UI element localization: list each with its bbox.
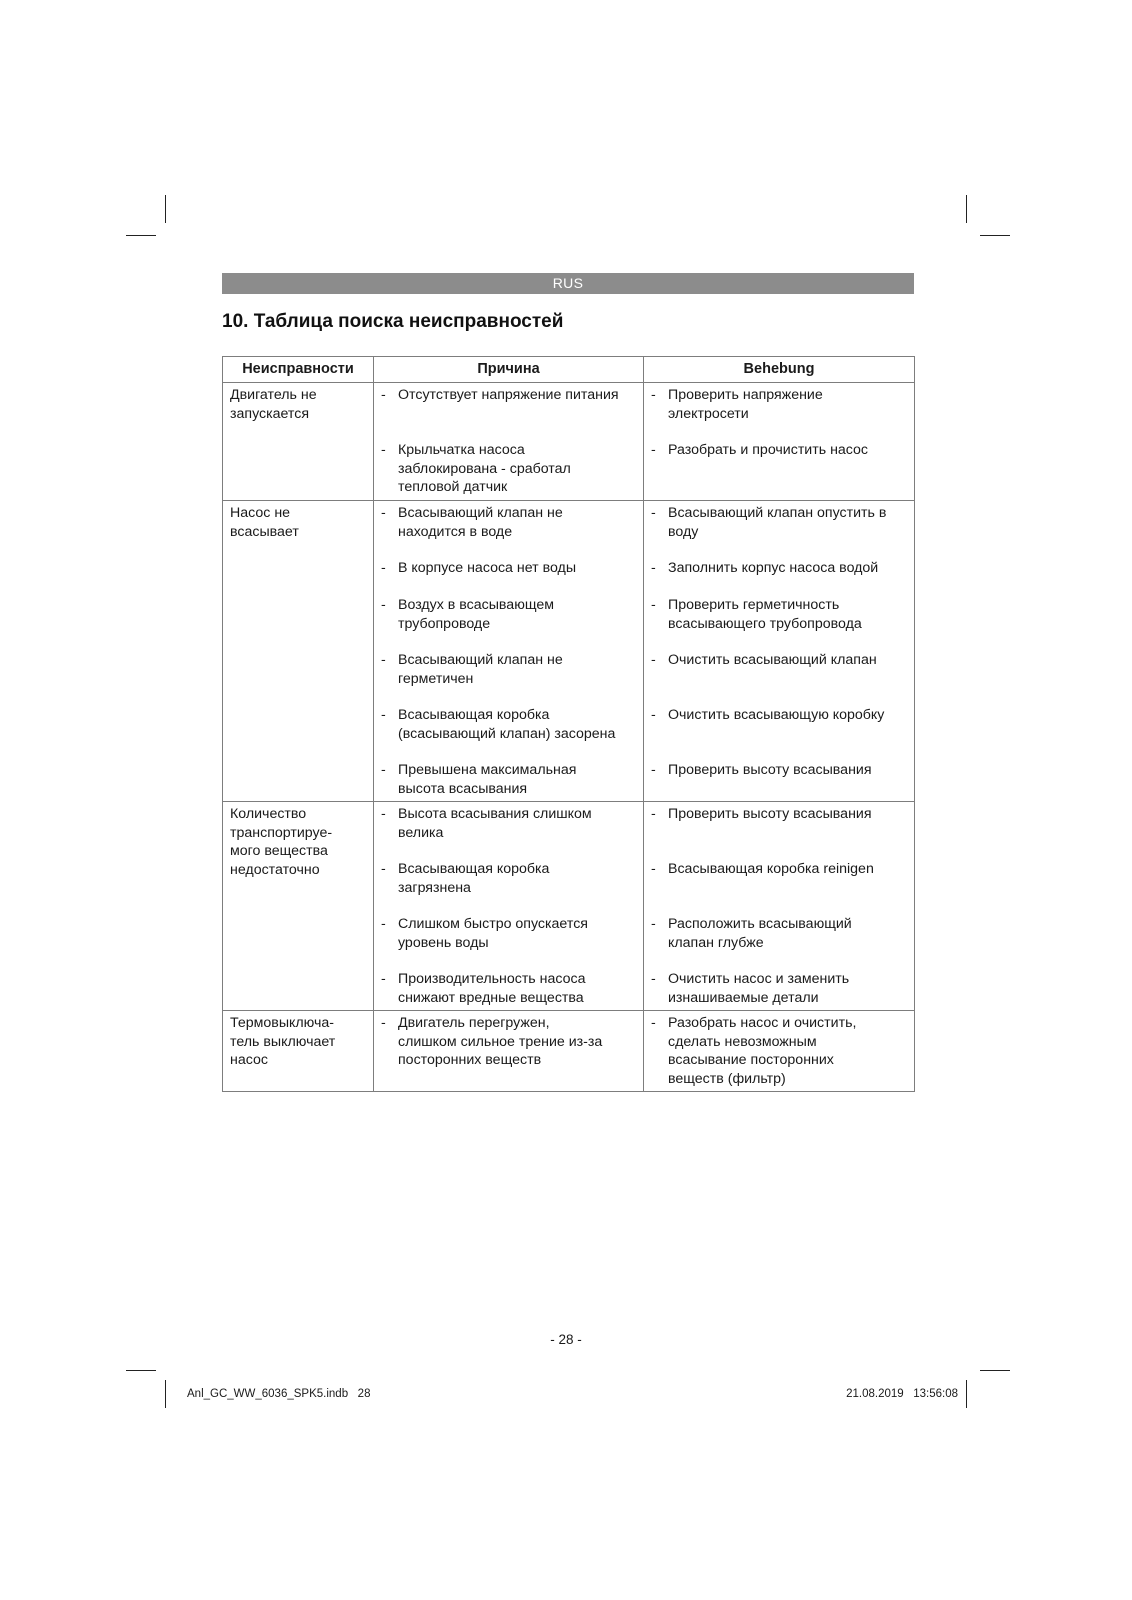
remedy-text: Всасывающий клапан опустить в воду xyxy=(668,505,887,540)
remedy-item xyxy=(651,596,907,633)
crop-mark xyxy=(966,1380,967,1408)
fault-cell: Термовыключа- тель выключает насос xyxy=(223,1011,374,1092)
table-body xyxy=(223,383,915,1092)
remedy-text: Проверить высоту всасывания xyxy=(668,762,872,778)
remedy-text: Очистить всасывающий клапан xyxy=(668,652,877,668)
remedy-cell xyxy=(644,802,915,1011)
remedy-text: Очистить насос и заменить изнашиваемые детали xyxy=(668,971,850,1006)
cause-text: Воздух в всасывающем трубопроводе xyxy=(398,597,554,632)
cause-item xyxy=(381,805,636,842)
remedy-item xyxy=(651,805,907,842)
remedy-item xyxy=(651,651,907,688)
bullet-dash: - xyxy=(381,387,386,403)
cause-item xyxy=(381,915,636,952)
crop-mark xyxy=(126,1370,156,1371)
crop-mark xyxy=(966,195,967,223)
table-row xyxy=(223,501,915,802)
cause-item xyxy=(381,970,636,1007)
cause-cell xyxy=(374,802,644,1011)
fault-cell: Количество транспортируе- мого вещества недостаточно xyxy=(223,802,374,1011)
cause-text: Высота всасывания слишком велика xyxy=(398,806,592,841)
section-title: 10. Таблица поиска неисправностей xyxy=(222,311,564,332)
bullet-dash: - xyxy=(651,1015,656,1031)
remedy-item xyxy=(651,504,907,541)
language-bar: RUS xyxy=(222,273,914,294)
bullet-dash: - xyxy=(651,597,656,613)
cause-cell xyxy=(374,1011,644,1092)
cause-text: Всасывающий клапан не находится в воде xyxy=(398,505,563,540)
cause-text: В корпусе насоса нет воды xyxy=(398,560,577,576)
remedy-item xyxy=(651,386,907,423)
table-row xyxy=(223,1011,915,1092)
remedy-item xyxy=(651,441,907,497)
crop-mark xyxy=(980,235,1010,236)
footer-file-info: Anl_GC_WW_6036_SPK5.indb 28 xyxy=(187,1388,371,1400)
bullet-dash: - xyxy=(651,707,656,723)
bullet-dash: - xyxy=(381,861,386,877)
bullet-dash: - xyxy=(381,916,386,932)
table-header-row xyxy=(223,357,915,383)
header-remedy: Behebung xyxy=(644,357,915,383)
bullet-dash: - xyxy=(381,707,386,723)
bullet-dash: - xyxy=(381,442,386,458)
remedy-item xyxy=(651,860,907,897)
cause-cell xyxy=(374,501,644,802)
cause-text: Крыльчатка насоса заблокирована - сработал тепловой датчик xyxy=(398,442,571,495)
cause-text: Слишком быстро опускается уровень воды xyxy=(398,916,588,951)
cause-text: Двигатель перегружен, слишком сильное трение из-за посторонних веществ xyxy=(398,1015,603,1068)
bullet-dash: - xyxy=(651,652,656,668)
remedy-item xyxy=(651,1014,907,1088)
header-cause: Причина xyxy=(374,357,644,383)
remedy-text: Проверить напряжение электросети xyxy=(668,387,823,422)
remedy-cell xyxy=(644,383,915,501)
cause-text: Всасывающая коробка (всасывающий клапан) засорена xyxy=(398,707,616,742)
remedy-item xyxy=(651,706,907,743)
cause-cell xyxy=(374,383,644,501)
bullet-dash: - xyxy=(651,442,656,458)
crop-mark xyxy=(980,1370,1010,1371)
remedy-text: Заполнить корпус насоса водой xyxy=(668,560,879,576)
bullet-dash: - xyxy=(651,916,656,932)
bullet-dash: - xyxy=(381,597,386,613)
cause-item xyxy=(381,441,636,497)
remedy-cell xyxy=(644,1011,915,1092)
fault-cell: Насос не всасывает xyxy=(223,501,374,802)
cause-text: Превышена максимальная высота всасывания xyxy=(398,762,577,797)
cause-item xyxy=(381,706,636,743)
page-number: - 28 - xyxy=(550,1332,582,1347)
cause-text: Всасывающий клапан не герметичен xyxy=(398,652,563,687)
bullet-dash: - xyxy=(381,762,386,778)
remedy-text: Всасывающая коробка reinigen xyxy=(668,861,874,877)
cause-item xyxy=(381,761,636,798)
remedy-item xyxy=(651,970,907,1007)
bullet-dash: - xyxy=(651,806,656,822)
remedy-item xyxy=(651,559,907,578)
bullet-dash: - xyxy=(651,762,656,778)
bullet-dash: - xyxy=(381,505,386,521)
cause-item xyxy=(381,504,636,541)
bullet-dash: - xyxy=(651,560,656,576)
remedy-text: Разобрать и прочистить насос xyxy=(668,442,869,458)
cause-item xyxy=(381,596,636,633)
cause-item xyxy=(381,386,636,423)
crop-mark xyxy=(126,235,156,236)
bullet-dash: - xyxy=(381,560,386,576)
remedy-text: Проверить герметичность всасывающего трубопровода xyxy=(668,597,862,632)
bullet-dash: - xyxy=(651,387,656,403)
cause-text: Производительность насоса снижают вредные вещества xyxy=(398,971,586,1006)
bullet-dash: - xyxy=(381,652,386,668)
footer-datetime: 21.08.2019 13:56:08 xyxy=(846,1388,958,1400)
fault-cell: Двигатель не запускается xyxy=(223,383,374,501)
remedy-text: Очистить всасывающую коробку xyxy=(668,707,885,723)
cause-item xyxy=(381,651,636,688)
cause-text: Отсутствует напряжение питания xyxy=(398,387,619,403)
remedy-item xyxy=(651,915,907,952)
remedy-text: Разобрать насос и очистить, сделать невозможным всасывание посторонних веществ (фильтр) xyxy=(668,1015,857,1087)
crop-mark xyxy=(165,195,166,223)
remedy-item xyxy=(651,761,907,798)
remedy-text: Расположить всасывающий клапан глубже xyxy=(668,916,852,951)
remedy-text: Проверить высоту всасывания xyxy=(668,806,872,822)
cause-text: Всасывающая коробка загрязнена xyxy=(398,861,550,896)
bullet-dash: - xyxy=(381,806,386,822)
table-row xyxy=(223,383,915,501)
bullet-dash: - xyxy=(381,971,386,987)
cause-item xyxy=(381,1014,636,1088)
cause-item xyxy=(381,559,636,578)
bullet-dash: - xyxy=(651,971,656,987)
remedy-cell xyxy=(644,501,915,802)
bullet-dash: - xyxy=(651,861,656,877)
header-fault: Неисправности xyxy=(223,357,374,383)
troubleshooting-table xyxy=(222,356,915,1092)
cause-item xyxy=(381,860,636,897)
bullet-dash: - xyxy=(381,1015,386,1031)
table-row xyxy=(223,802,915,1011)
bullet-dash: - xyxy=(651,505,656,521)
crop-mark xyxy=(165,1380,166,1408)
